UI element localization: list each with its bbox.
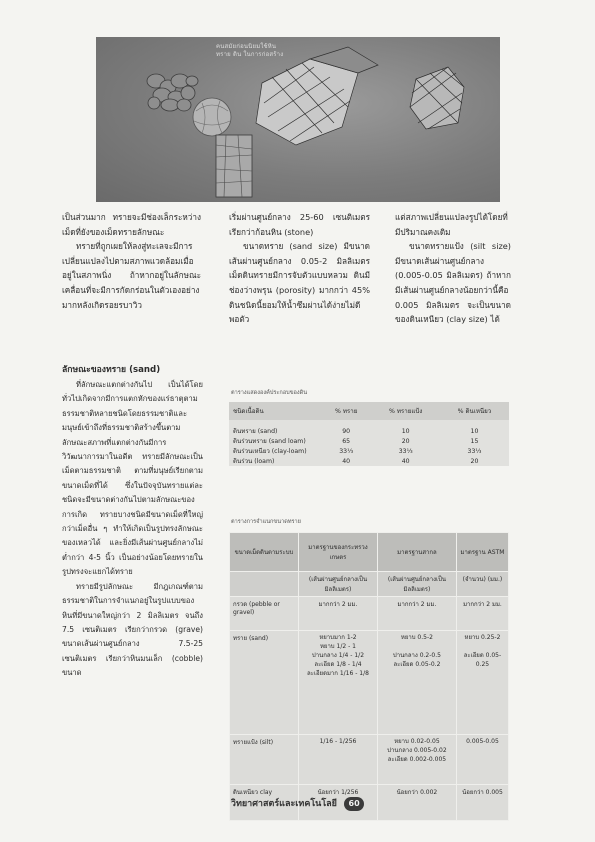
column-header: มาตรฐาน ASTM [456, 533, 508, 572]
column-header: ขนาดเม็ดดินตามระบบ [230, 533, 299, 572]
column-3 [395, 210, 511, 327]
table-subheader-row: (เส้นผ่านศูนย์กลางเป็นมิลลิเมตร) (เส้นผ่านศูนย์กลางเป็นมิลลิเมตร) (จำนวน) (มม.) [230, 572, 509, 597]
table-row: ดินร่วน (loam) 40 40 20 [229, 456, 509, 466]
paragraph: เริ่มผ่านศูนย์กลาง 25-60 เซนติเมตร เรียกว่าก้อนหิน (stone) [229, 212, 370, 237]
column-header: % ทราย [321, 402, 371, 420]
paragraph: ขนาดทรายแป้ง (silt size) มีขนาดเส้นผ่านศูนย์กลาง (0.005-0.05 มิลลิเมตร) ถ้าหากมีเส้นผ่านศูนย์กลางน้อยกว่านี้คือ 0.005 มิลลิเมตร จะเป็นขนาดของดินเหนียว (clay size) ได้ [395, 241, 511, 325]
paragraph: เป็นส่วนมาก ทรายจะมีช่องเล็กระหว่างเม็ดที่ยังของเม็ดทรายลักษณะ [62, 212, 201, 237]
page-number: 60 [344, 797, 364, 811]
column-1 [62, 210, 201, 312]
soil-texture-graphic [96, 37, 500, 202]
table-row: ทรายแป้ง (silt) 1/16 - 1/256 หยาบ 0.02-0.05 ปานกลาง 0.005-0.02 ละเอียด 0.002-0.005 0.005-0.05 [230, 735, 509, 785]
publication-name: วิทยาศาสตร์และเทคโนโลยี [230, 799, 337, 809]
column-2 [229, 210, 370, 327]
paragraph: ทรายที่ถูกเผยให้ลงสู่ทะเลจะมีการเปลี่ยนแปลงไปตามสภาพแวดล้อมเมื่ออยู่ในสภาพนิ่ง ถ้าหากอยู่ในลักษณะเคลื่อนที่จะมีการกัดกร่อนในตัวเองอย่างมากหลังเกิดรอยรบาวิว [62, 241, 201, 310]
sand-grid-diamond [410, 67, 464, 129]
column-header: % ดินเหนียว [440, 402, 509, 420]
pebble-cluster [147, 74, 198, 111]
soil-composition-table [229, 402, 509, 466]
sand-grain-sphere [193, 98, 231, 136]
table-row: ทราย (sand) หยาบมาก 1-2 หยาบ 1/2 - 1 ปานกลาง 1/4 - 1/2 ละเอียด 1/8 - 1/4 ละเอียดมาก 1/16 - 1/8 หยาบ 0.5-2 ปานกลาง 0.2-0.5 ละเอียด 0.05-0.2 หยาบ 0.25-2 ละเอียด 0.05-0.25 [230, 631, 509, 735]
paragraph: ที่ลักษณะแตกต่างกันไป เป็นได้โดยทั่วไปเกิดจากมีการแตกหักของแร่ธาตุตามธรรมชาติหลายชนิดโดยธรรมชาติและมนุษย์เข้าถึงที่ธรรมชาติสร้างขึ้นตามลักษณะสภาพที่แตกต่างกันมีการวิวัฒนาการมาในอดีต ทรายมีลักษณะเป็นเม็ดตามธรรมชาติ ตามที่มนุษย์เรียกตามขนาดเม็ดที่ได้ ซึ่งในปัจจุบันทรายแต่ละชนิดจะมีขนาดต่างกันไปตามลักษณะของการเกิด ทรายบางชนิดมีขนาดเม็ดที่ใหญ่กว่าเม็ดอื่น ๆ ทำให้เกิดเป็นรูปทรงลักษณะของเหลวได้ และยิ่งมีเส้นผ่านศูนย์กลางไม่ต่ำกว่า 4-5 นิ้ว เป็นอย่างน้อยโดยทรายในรูปทรงจะแยกได้ทราย [62, 380, 203, 577]
table-row: กรวด (pebble or gravel) มากกว่า 2 มม. มากกว่า 2 มม. มากกว่า 2 มม. [230, 597, 509, 631]
section-body [62, 378, 203, 681]
page-footer [0, 796, 595, 811]
table-row: ดินเหนียว clay น้อยกว่า 1/256 น้อยกว่า 0.002 น้อยกว่า 0.005 [230, 785, 509, 821]
grain-size-table [229, 532, 509, 821]
table-row: ดินร่วนทราย (sand loam) 65 20 15 [229, 436, 509, 446]
soil-illustration [96, 37, 500, 202]
column-header: มาตรฐานสากล [377, 533, 456, 572]
paragraph: ขนาดทราย (sand size) มีขนาดเส้นผ่านศูนย์กลาง 0.05-2 มิลลิเมตร เม็ดดินทรายมีการจับตัวแบบหลวม ดินมีช่องว่างพรุน (porosity) มากกว่า 45% ดินชนิดนี้ยอมให้น้ำซึมผ่านได้ง่ายไม่ดีพอตัว [229, 241, 370, 325]
paragraph: แต่สภาพเปลี่ยนแปลงรูปได้โดยที่มีปริมาณคงเดิม [395, 212, 508, 237]
table1-caption: ตารางแสดงองค์ประกอบของดิน [231, 390, 308, 396]
figure-caption: คนสมัยก่อนนิยมใช้หิน ทราย ดิน ในการก่อสร้าง [216, 43, 284, 58]
table-header-row [229, 402, 509, 420]
table-row: ดินร่วนเหนียว (clay-loam) 33⅓ 33⅓ 33⅓ [229, 446, 509, 456]
gravel-grid [256, 47, 378, 145]
table-row: ดินทราย (sand) 90 10 10 [229, 420, 509, 436]
column-header: มาตรฐานของกระทรวงเกษตร [299, 533, 378, 572]
section-heading: ลักษณะของทราย (sand) [62, 365, 161, 375]
column-header: ชนิดเนื้อดิน [229, 402, 321, 420]
table-header-row [230, 533, 509, 572]
paragraph: ทรายมีรูปลักษณะ มีกฎเกณฑ์ตามธรรมชาติในการจำแนกอยู่ในรูปแบบของ หินที่มีขนาดใหญ่กว่า 2 มิลลิเมตร จนถึง 7.5 เซนติเมตร เรียกว่ากรวด (grave) ขนาดเส้นผ่านศูนย์กลาง 7.5-25 เซนติเมตร เรียกว่าหินมนเล็ก (cobble) ขนาด [62, 581, 203, 678]
column-header: % ทรายแป้ง [371, 402, 440, 420]
soil-block [216, 135, 252, 197]
table2-caption: ตารางการจำแนกขนาดทราย [231, 519, 301, 525]
